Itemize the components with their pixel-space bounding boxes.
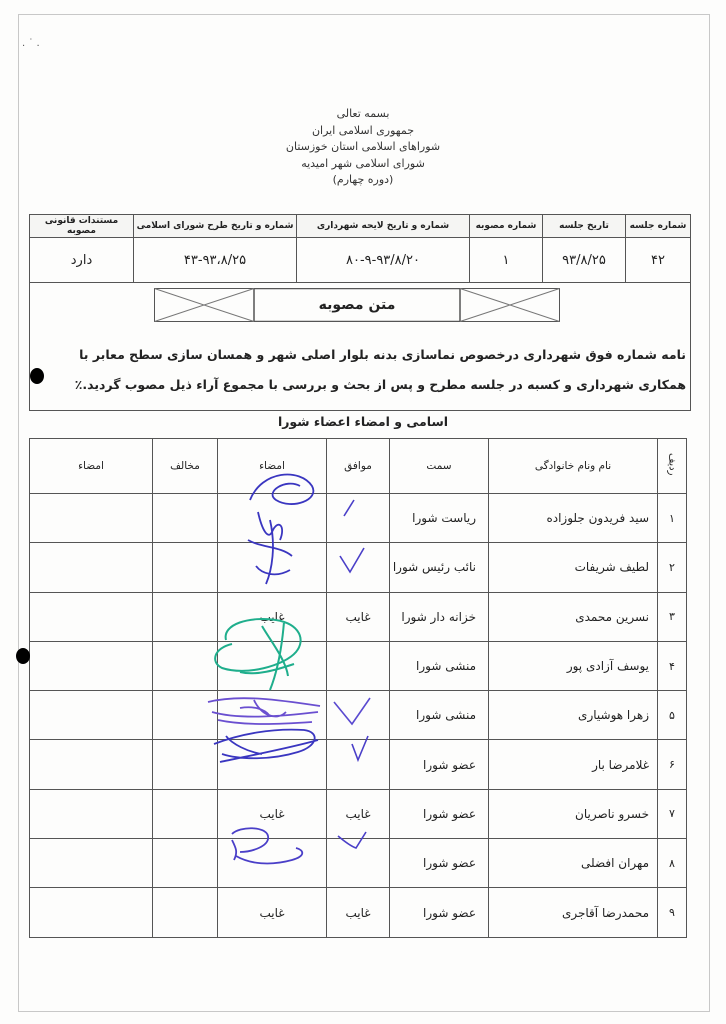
tick-row-1 (344, 500, 354, 516)
member-row-number: ۸ (658, 839, 687, 888)
member-position: منشی شورا (390, 691, 489, 740)
col-row-number: ردیف (658, 439, 687, 494)
member-agree: غایب (327, 888, 390, 937)
signature-row-8 (232, 828, 302, 863)
member-row-number: ۱ (658, 494, 687, 543)
tick-row-6 (352, 736, 368, 760)
member-name: سید فریدون جلوزاده (489, 494, 658, 543)
header-republic: جمهوری اسلامی ایران (311, 123, 415, 137)
col-agree: موافق (327, 439, 390, 494)
header-term: (دوره چهارم) (332, 173, 394, 186)
member-name: مهران افضلی (489, 839, 658, 888)
signature-row-3-4 (215, 619, 300, 690)
header-province-councils: شوراهای اسلامی استان خوزستان (285, 140, 441, 153)
signature-row-6 (214, 730, 318, 762)
meta-session-date: ۹۳/۸/۲۵ (543, 238, 626, 283)
member-signature: غایب (218, 789, 327, 838)
signature-row-1-2 (248, 474, 313, 584)
meta-legal-docs: دارد (30, 238, 134, 283)
member-agree: غایب (327, 592, 390, 641)
col-name: نام ونام خانوادگی (489, 439, 658, 494)
col-signature-2: امضاء (30, 439, 153, 494)
member-signature: غایب (218, 888, 327, 937)
member-signature: غایب (218, 592, 327, 641)
member-position: خزانه دار شورا (390, 592, 489, 641)
meta-plan-number-date: ۴۳-۹۳،۸/۲۵ (134, 238, 297, 283)
meta-header-plan-number-date: شماره و تاریخ طرح شورای اسلامی (134, 215, 297, 238)
member-agree: غایب (327, 789, 390, 838)
member-name: لطیف شریفات (489, 543, 658, 592)
resolution-title: متن مصوبه (318, 297, 396, 313)
member-name: خسرو ناصریان (489, 789, 658, 838)
member-row-number: ۶ (658, 740, 687, 789)
member-row-number: ۹ (658, 888, 687, 937)
tick-row-8 (338, 832, 366, 848)
member-position: عضو شورا (390, 789, 489, 838)
col-oppose: مخالف (153, 439, 218, 494)
header-city-council: شورای اسلامی شهر امیدیه (301, 156, 425, 170)
member-name: یوسف آزادی پور (489, 641, 658, 690)
member-row-number: ۲ (658, 543, 687, 592)
col-position: سمت (390, 439, 489, 494)
resolution-text: نامه شماره فوق شهرداری درخصوص نماسازی بدنه بلوار اصلی شهر و همسان سازی سطح معابر با همکاری شهرداری و کسبه در جلسه مطرح و پس از بحث و بررسی با مجموع آراء ذیل مصوب گردید.٪ (74, 347, 686, 392)
meta-header-legal-docs: مستندات قانونی مصوبه (30, 215, 134, 238)
member-row-number: ۵ (658, 691, 687, 740)
tick-row-2 (340, 548, 364, 572)
meta-header-bill-number-date: شماره و تاریخ لایحه شهرداری (297, 215, 470, 238)
member-position: منشی شورا (390, 641, 489, 690)
col-signature: امضاء (218, 439, 327, 494)
member-row-number: ۳ (658, 592, 687, 641)
members-title: اسامی و امضاء اعضاء شورا (277, 414, 449, 429)
scan-specks: . ˙ . (22, 38, 40, 49)
signature-row-5 (208, 698, 320, 724)
member-position: عضو شورا (390, 839, 489, 888)
member-name: محمدرضا آقاجری (489, 888, 658, 937)
member-row-number: ۴ (658, 641, 687, 690)
member-row-number: ۷ (658, 789, 687, 838)
member-position: ریاست شورا (390, 494, 489, 543)
meta-session-number: ۴۲ (626, 238, 691, 283)
member-position: نائب رئیس شورا (390, 543, 489, 592)
meta-header-session-number: شماره جلسه (626, 215, 691, 238)
meta-bill-number-date: ۸۰-۹-۹۳/۸/۲۰ (297, 238, 470, 283)
header-bismillah: بسمه تعالی (336, 107, 390, 120)
meta-resolution-number: ۱ (470, 238, 543, 283)
member-name: زهرا هوشیاری (489, 691, 658, 740)
member-position: عضو شورا (390, 888, 489, 937)
meta-header-session-date: تاریخ جلسه (543, 215, 626, 238)
member-name: نسرین محمدی (489, 592, 658, 641)
tick-row-5 (334, 698, 370, 724)
meta-header-resolution-number: شماره مصوبه (470, 215, 543, 238)
member-name: غلامرضا بار (489, 740, 658, 789)
member-position: عضو شورا (390, 740, 489, 789)
